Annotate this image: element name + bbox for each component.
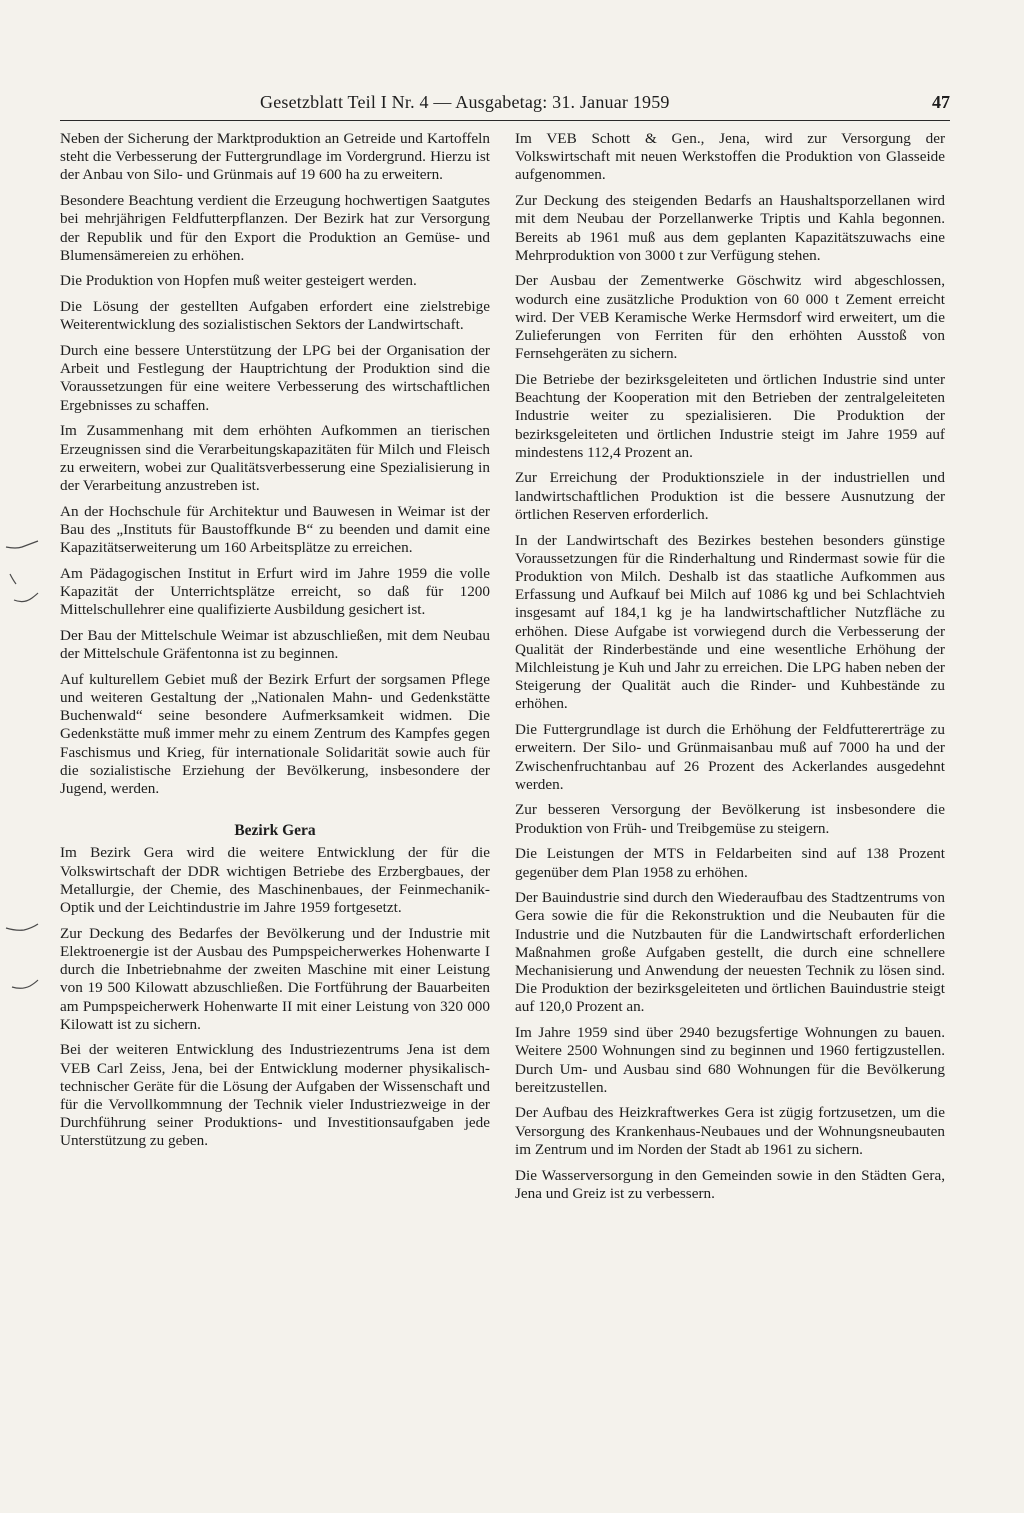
paragraph: Im Bezirk Gera wird die weitere Entwicklung der für die Volkswirtschaft der DDR wichtigen Betriebe des Erzbergbaues, der Metallurgie, der Chemie, des Maschinenbaues, der Feinmechanik-Optik und der Leichtindustrie im Jahre 1959 fortgesetzt.: [60, 844, 490, 917]
paragraph: Im VEB Schott & Gen., Jena, wird zur Versorgung der Volkswirtschaft mit neuen Werkstoffen die Produktion von Glasseide aufgenommen.: [515, 130, 945, 184]
paragraph: Durch eine bessere Unterstützung der LPG bei der Organisation der Arbeit und Festlegung der Hauptrichtung der Produktion sind die Voraussetzungen für eine weitere Verbesserung des wirtschaftlichen Ergebnisses zu schaffen.: [60, 342, 490, 414]
header-title: Gesetzblatt Teil I Nr. 4 — Ausgabetag: 31. Januar 1959: [260, 92, 670, 112]
paragraph: Die Futtergrundlage ist durch die Erhöhung der Feldfuttererträge zu erweitern. Der Silo- und Grünmaisanbau muß auf 7000 ha und der Zwischenfruchtanbau auf 26 Prozent des Ackerlandes ausgedehnt werden.: [515, 721, 945, 793]
left-column: [60, 130, 490, 1158]
pencil-check-mark-icon: [4, 572, 40, 586]
paragraph: Die Wasserversorgung in den Gemeinden sowie in den Städten Gera, Jena und Greiz ist zu verbessern.: [515, 1166, 945, 1202]
paragraph: Der Ausbau der Zementwerke Göschwitz wird abgeschlossen, wodurch eine zusätzliche Produktion von 60 000 t Zement erreicht wird. Der VEB Keramische Werke Hermsdorf wird erweitert, um die Zulieferungen von Ferriten für den erhöhten Ausstoß von Fernsehgeräten zu sichern.: [515, 272, 945, 363]
paragraph: Die Leistungen der MTS in Feldarbeiten sind auf 138 Prozent gegenüber dem Plan 1958 zu erhöhen.: [515, 845, 945, 881]
pencil-check-mark-icon: [4, 922, 40, 936]
page-header: [60, 92, 950, 121]
right-column: [515, 130, 945, 1210]
paragraph: Die Produktion von Hopfen muß weiter gesteigert werden.: [60, 272, 417, 290]
pencil-check-mark-icon: [4, 978, 40, 992]
paragraph: Die Lösung der gestellten Aufgaben erfordert eine zielstrebige Weiterentwicklung des sozialistischen Sektors der Landwirtschaft.: [60, 298, 490, 334]
paragraph: Neben der Sicherung der Marktproduktion an Getreide und Kartoffeln steht die Verbesserung der Futtergrundlage im Vordergrund. Hierzu ist der Anbau von Silo- und Grünmais auf 19 600 ha zu erweitern.: [60, 130, 490, 184]
paragraph: Zur Deckung des steigenden Bedarfs an Haushaltsporzellanen wird mit dem Neubau der Porzellanwerke Triptis und Kahla begonnen. Bereits ab 1961 muß aus dem geplanten Kapazitätszuwachs eine Mehrproduktion von 3000 t zur Verfügung stehen.: [515, 192, 945, 264]
paragraph: In der Landwirtschaft des Bezirkes bestehen besonders günstige Voraussetzungen für die Rinderhaltung und Rindermast sowie für die Produktion von Milch. Deshalb ist das staatliche Aufkommen aus Erfassung und Aufkauf bei Milch auf 1086 kg und bei Schlachtvieh insgesamt auf 184,1 kg je ha landwirtschaftlicher Nutzfläche zu erhöhen. Diese Aufgabe ist vorwiegend durch die Verbesserung der Qualität der Rinderbestände und eine wesentliche Erhöhung der Milchleistung je Kuh und Jahr zu erreichen. Die LPG haben neben der Steigerung der Qualität auch die Rinder- und Kuhbestände zu erhöhen.: [515, 531, 945, 713]
paragraph: Bei der weiteren Entwicklung des Industriezentrums Jena ist dem VEB Carl Zeiss, Jena, bei der Entwicklung moderner physikalisch-technischer Geräte für die Lösung der Aufgaben der Wissenschaft und für die Vervollkommnung der Technik vieler Industriezweige in der Durchführung seiner Produktions- und Investitionsaufgaben jede Unterstützung zu geben.: [60, 1041, 490, 1150]
pencil-check-mark-icon: [4, 540, 40, 554]
paragraph: Am Pädagogischen Institut in Erfurt wird im Jahre 1959 die volle Kapazität der Unterrichtsplätze erreicht, so daß für 1200 Mittelschullehrer eine qualifizierte Ausbildung gesichert ist.: [60, 564, 490, 619]
paragraph: Zur besseren Versorgung der Bevölkerung ist insbesondere die Produktion von Früh- und Treibgemüse zu steigern.: [515, 801, 945, 837]
paragraph: Auf kulturellem Gebiet muß der Bezirk Erfurt der sorgsamen Pflege und weiteren Gestaltung der „Nationalen Mahn- und Gedenkstätte Buchenwald“ seine besondere Aufmerksamkeit widmen. Die Gedenkstätte muß immer mehr zu einem Zentrum des Kampfes gegen Faschismus und Krieg, für internationale Solidarität sowie auch für die sozialistische Erziehung der Bevölkerung, insbesondere der Jugend, werden.: [60, 670, 490, 797]
paragraph: Im Jahre 1959 sind über 2940 bezugsfertige Wohnungen zu bauen. Weitere 2500 Wohnungen sind zu beginnen und 1960 fertigzustellen. Durch Um- und Ausbau sind 680 Wohnungen für die Bevölkerung bereitzustellen.: [515, 1024, 945, 1096]
paragraph: Der Bauindustrie sind durch den Wiederaufbau des Stadtzentrums von Gera sowie die für die Rekonstruktion und die Neubauten für die Industrie und die Nutzbauten für die Landwirtschaft erforderlichen Maßnahmen große Aufgaben gestellt, die durch eine schnellere Mechanisierung und Anwendung der neuesten Technik zu lösen sind. Die Produktion der bezirksgeleiteten und örtlichen Bauindustrie steigt auf 120,0 Prozent an.: [515, 889, 945, 1016]
paragraph: Zur Deckung des Bedarfes der Bevölkerung und der Industrie mit Elektroenergie ist der Ausbau des Pumpspeicherwerkes Hohenwarte I durch die Inbetriebnahme der zweiten Maschine mit einer Leistung von 19 500 Kilowatt abzuschließen. Die Fortführung der Bauarbeiten am Pumpspeicherwerk Hohenwarte II mit einer Leistung von 320 000 Kilowatt ist zu sichern.: [60, 924, 490, 1033]
paragraph: An der Hochschule für Architektur und Bauwesen in Weimar ist der Bau des „Instituts für Baustoffkunde B“ zu beenden und damit eine Kapazitätserweiterung um 160 Arbeitsplätze zu erreichen.: [60, 502, 490, 557]
paragraph: Im Zusammenhang mit dem erhöhten Aufkommen an tierischen Erzeugnissen sind die Verarbeitungskapazitäten für Milch und Fleisch zu erweitern, wobei zur Qualitätsverbesserung eine Spezialisierung in der Verarbeitung anzustreben ist.: [60, 422, 490, 494]
paragraph: Der Bau der Mittelschule Weimar ist abzuschließen, mit dem Neubau der Mittelschule Gräfentonna ist zu beginnen.: [60, 626, 490, 663]
paragraph: Zur Erreichung der Produktionsziele in der industriellen und landwirtschaftlichen Produktion ist die bessere Ausnutzung der örtlichen Reserven erforderlich.: [515, 469, 945, 523]
page-number: 47: [932, 92, 950, 112]
paragraph: Der Aufbau des Heizkraftwerkes Gera ist zügig fortzusetzen, um die Versorgung des Krankenhaus-Neubaues und der Wohnungsneubauten im Zentrum und im Norden der Stadt ab 1961 zu sichern.: [515, 1104, 945, 1158]
section-title: Bezirk Gera: [234, 822, 316, 840]
paragraph: Die Betriebe der bezirksgeleiteten und örtlichen Industrie sind unter Beachtung der Kooperation mit den Betrieben der zentralgeleiteten Industrie weiter zu spezialisieren. Die Produktion der bezirksgeleiteten und örtlichen Industrie steigt im Jahre 1959 auf mindestens 112,4 Prozent an.: [515, 370, 945, 461]
pencil-check-mark-icon: [4, 592, 40, 606]
paragraph: Besondere Beachtung verdient die Erzeugung hochwertigen Saatgutes bei mehrjährigen Feldfutterpflanzen. Der Bezirk hat zur Versorgung der Republik und für den Export die Produktion an Gemüse- und Blumensämereien zu erhöhen.: [60, 192, 490, 264]
